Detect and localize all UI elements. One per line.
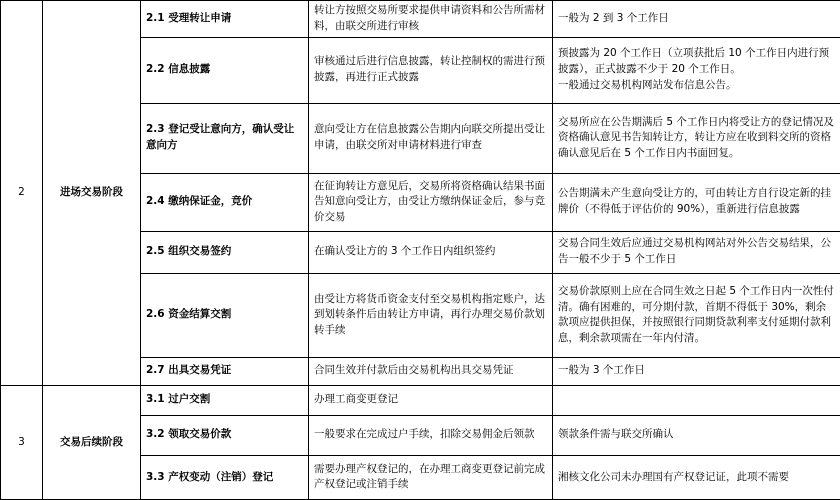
step-description: 在征询转让方意见后，交易所将资格确认结果书面告知意向受让方，由受让方缴纳保证金后，参与竞价交易 <box>309 173 553 231</box>
step-description: 意向受让方在信息披露公告期内向联交所提出受让申请，由联交所对申请材料进行审查 <box>309 103 553 173</box>
step-name: 3.3 产权变动（注销）登记 <box>141 455 309 499</box>
step-note-line: 预披露为 20 个工作日（立项获批后 10 个工作日内进行预披露），正式披露不少于 20 个工作日。 <box>558 47 830 76</box>
step-description: 一般要求在完成过户手续，扣除交易佣金后领款 <box>309 415 553 455</box>
step-description: 需要办理产权登记的，在办理工商变更登记前完成产权登记或注销手续 <box>309 455 553 499</box>
step-description: 合同生效并付款后由交易机构出具交易凭证 <box>309 357 553 385</box>
table-row <box>1 1 840 38</box>
stage-number: 3 <box>1 385 43 499</box>
step-description: 转让方按照交易所要求提供申请资料和公告所需材料，由联交所进行审核 <box>309 1 553 38</box>
step-name: 2.3 登记受让意向方，确认受让意向方 <box>141 103 309 173</box>
step-name: 2.2 信息披露 <box>141 37 309 103</box>
step-note <box>553 385 840 415</box>
step-note: 领款条件需与联交所确认 <box>553 415 840 455</box>
step-name: 3.2 领取交易价款 <box>141 415 309 455</box>
stage-name: 交易后续阶段 <box>43 385 141 499</box>
step-note: 一般为 2 到 3 个工作日 <box>553 1 840 38</box>
step-description: 办理工商变更登记 <box>309 385 553 415</box>
step-name: 2.6 资金结算交割 <box>141 273 309 357</box>
stage-number: 2 <box>1 1 43 386</box>
step-name: 2.1 受理转让申请 <box>141 1 309 38</box>
step-description: 由受让方将货币资金支付至交易机构指定账户，达到划转条件后由转让方申请，再行办理交易价款划转手续 <box>309 273 553 357</box>
step-description: 审核通过后进行信息披露，转让控制权的需进行预披露，再进行正式披露 <box>309 37 553 103</box>
step-description: 在确认受让方的 3 个工作日内组织签约 <box>309 231 553 273</box>
step-note: 一般为 3 个工作日 <box>553 357 840 385</box>
step-note: 公告期满未产生意向受让方的，可由转让方自行设定新的挂牌价（不得低于评估价的 90%），重新进行信息披露 <box>553 173 840 231</box>
step-note-line: 一般通过交易机构网站发布信息公告。 <box>558 78 737 91</box>
step-note: 湘核文化公司未办理国有产权登记证，此项不需要 <box>553 455 840 499</box>
step-note: 交易合同生效后应通过交易机构网站对外公告交易结果，公告一般不少于 5 个工作日 <box>553 231 840 273</box>
step-note: 交易价款原则上应在合同生效之日起 5 个工作日内一次性付清。确有困难的，可分期付款，首期不得低于 30%，剩余款项应提供担保，并按照银行同期贷款利率支付延期付款利息，剩余款项需在一年内付清。 <box>553 273 840 357</box>
step-name: 3.1 过户交割 <box>141 385 309 415</box>
step-note <box>553 37 840 103</box>
step-name: 2.7 出具交易凭证 <box>141 357 309 385</box>
step-name: 2.5 组织交易签约 <box>141 231 309 273</box>
table-row <box>1 385 840 415</box>
stage-name: 进场交易阶段 <box>43 1 141 386</box>
step-name: 2.4 缴纳保证金，竞价 <box>141 173 309 231</box>
step-note: 交易所应在公告期满后 5 个工作日内将受让方的登记情况及资格确认意见书告知转让方，转让方应在收到料交所的资格确认意见后在 5 个工作日内书面回复。 <box>553 103 840 173</box>
